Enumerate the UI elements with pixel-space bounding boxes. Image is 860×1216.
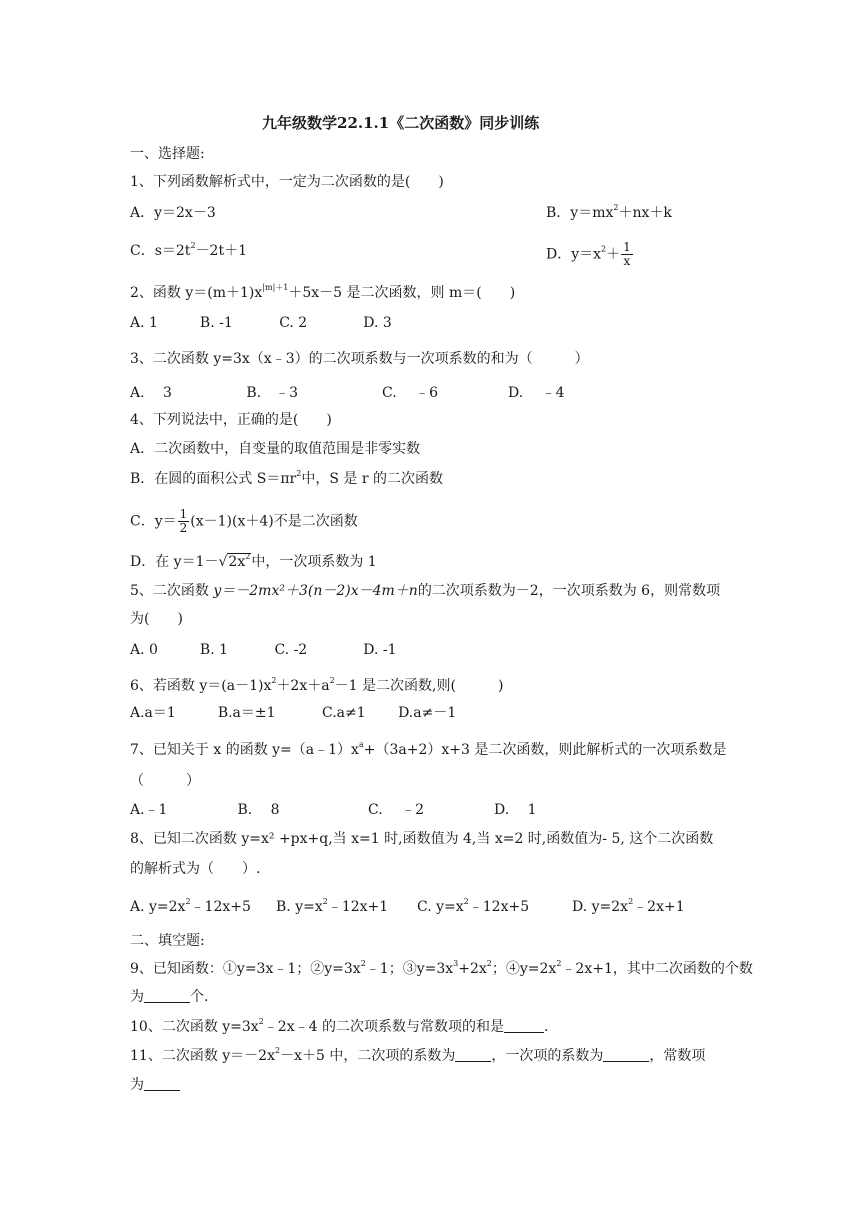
question-4-option-c: C．y＝ $\frac{1}{2}$ (x－1)(x＋4)不是二次函数 <box>130 507 358 535</box>
answer-blank[interactable] <box>455 1047 491 1062</box>
question-11-stem-cont: 为 <box>130 1075 180 1095</box>
question-1-option-d: D．$y=x^2+$ $\frac{1}{x}$ <box>546 240 631 268</box>
question-3-options: A. 3 B. ﹣3 C. ﹣6 D. ﹣4 <box>130 385 565 401</box>
question-5-stem-cont: 为( ) <box>130 611 183 627</box>
question-3-stem: 3、二次函数 y=3x（x﹣3）的二次项系数与一次项系数的和为（ ） <box>130 351 589 367</box>
question-8-stem-cont: 的解析式为（ ）. <box>130 861 261 877</box>
question-4-option-d: D．在 $y=1-√2x^2$中，一次项系数为 1 <box>130 552 377 570</box>
question-6-options: A.a＝1 B.a＝±1 C.a≠1 D.a≠－1 <box>130 705 457 721</box>
section-fill-heading: 二、填空题: <box>130 933 205 949</box>
question-5-options: A. 0 B. 1 C. -2 D. -1 <box>130 642 397 658</box>
question-4-option-b: B．在圆的面积公式 $S=\pi r^2$中，S 是 r 的二次函数 <box>130 469 443 487</box>
question-8-option-c: C. $y=x^2﹣12x+5$ <box>417 897 530 915</box>
question-1-stem: 1、下列函数解析式中，一定为二次函数的是( ) <box>130 174 444 190</box>
question-1-option-a: A．y＝2x－3 <box>130 205 216 221</box>
question-2-options: A. 1 B. -1 C. 2 D. 3 <box>130 315 392 331</box>
question-9-stem: 9、已知函数：①y=3x﹣1；$②y=3x^2﹣1$；$③y=3x^3+2x^2$；$④y=2x^2﹣2x+1$，其中二次函数的个数 <box>130 959 753 977</box>
question-1-option-b: B．$y=mx^2+nx+k$ <box>546 203 672 221</box>
question-5-stem: 5、二次函数 y＝－2mx²＋3(n－2)x－4m＋n的二次项系数为－2，一次项系数为 6，则常数项 <box>130 583 721 599</box>
question-9-stem-cont: 为 个. <box>130 989 209 1005</box>
question-8-option-d: D. $y=2x^2﹣2x+1$ <box>572 897 685 915</box>
question-4-stem: 4、下列说法中，正确的是( ) <box>130 412 332 428</box>
question-7-options: A.﹣1 B. 8 C. ﹣2 D. 1 <box>130 802 537 818</box>
section-choice-heading: 一、选择题: <box>130 146 205 162</box>
question-8-option-b: B. $y=x^2﹣12x+1$ <box>276 897 389 915</box>
question-10-stem: 10、二次函数 $y=3x^2﹣2x﹣4$ 的二次项系数与常数项的和是 . <box>130 1017 549 1035</box>
answer-blank[interactable] <box>504 1018 544 1033</box>
question-8-stem: 8、已知二次函数 y=x² +px+q,当 x=1 时,函数值为 4,当 x=2 时,函数值为- 5, 这个二次函数 <box>130 831 714 847</box>
question-7-stem-cont: （ ） <box>130 773 200 789</box>
question-2-stem: 2、函数 $y=(m+1)x^{|m|+1}+5x-5$ 是二次函数，则 m＝( ) <box>130 283 516 301</box>
square-root: $√2x^2$ <box>218 552 251 570</box>
answer-blank[interactable] <box>144 1076 180 1091</box>
question-6-stem: 6、若函数 $y=(a-1)x^2+2x+a^2-1$ 是二次函数,则( ) <box>130 676 504 694</box>
question-11-stem: 11、二次函数 $y=-2x^2-x+5$ 中，二次项的系数为 ，一次项的系数为 ，常数项 <box>130 1046 706 1064</box>
question-8-option-a: A. $y=2x^2﹣12x+5$ <box>130 897 251 915</box>
fraction-one-half: $\frac{1}{2}$ <box>179 507 188 535</box>
fraction-one-over-x: $\frac{1}{x}$ <box>623 240 631 268</box>
question-7-stem: 7、已知关于 x 的函数 $y=(a﹣1)x^a+(3a+2)x+3$ 是二次函数，则此解析式的一次项系数是 <box>130 740 727 758</box>
page-title: 九年级数学22.1.1《二次函数》同步训练 <box>262 114 540 132</box>
question-1-option-c: C．$s=2t^2-2t+1$ <box>130 241 247 259</box>
question-4-option-a: A．二次函数中，自变量的取值范围是非零实数 <box>130 441 421 457</box>
answer-blank[interactable] <box>603 1047 649 1062</box>
answer-blank[interactable] <box>144 988 190 1003</box>
